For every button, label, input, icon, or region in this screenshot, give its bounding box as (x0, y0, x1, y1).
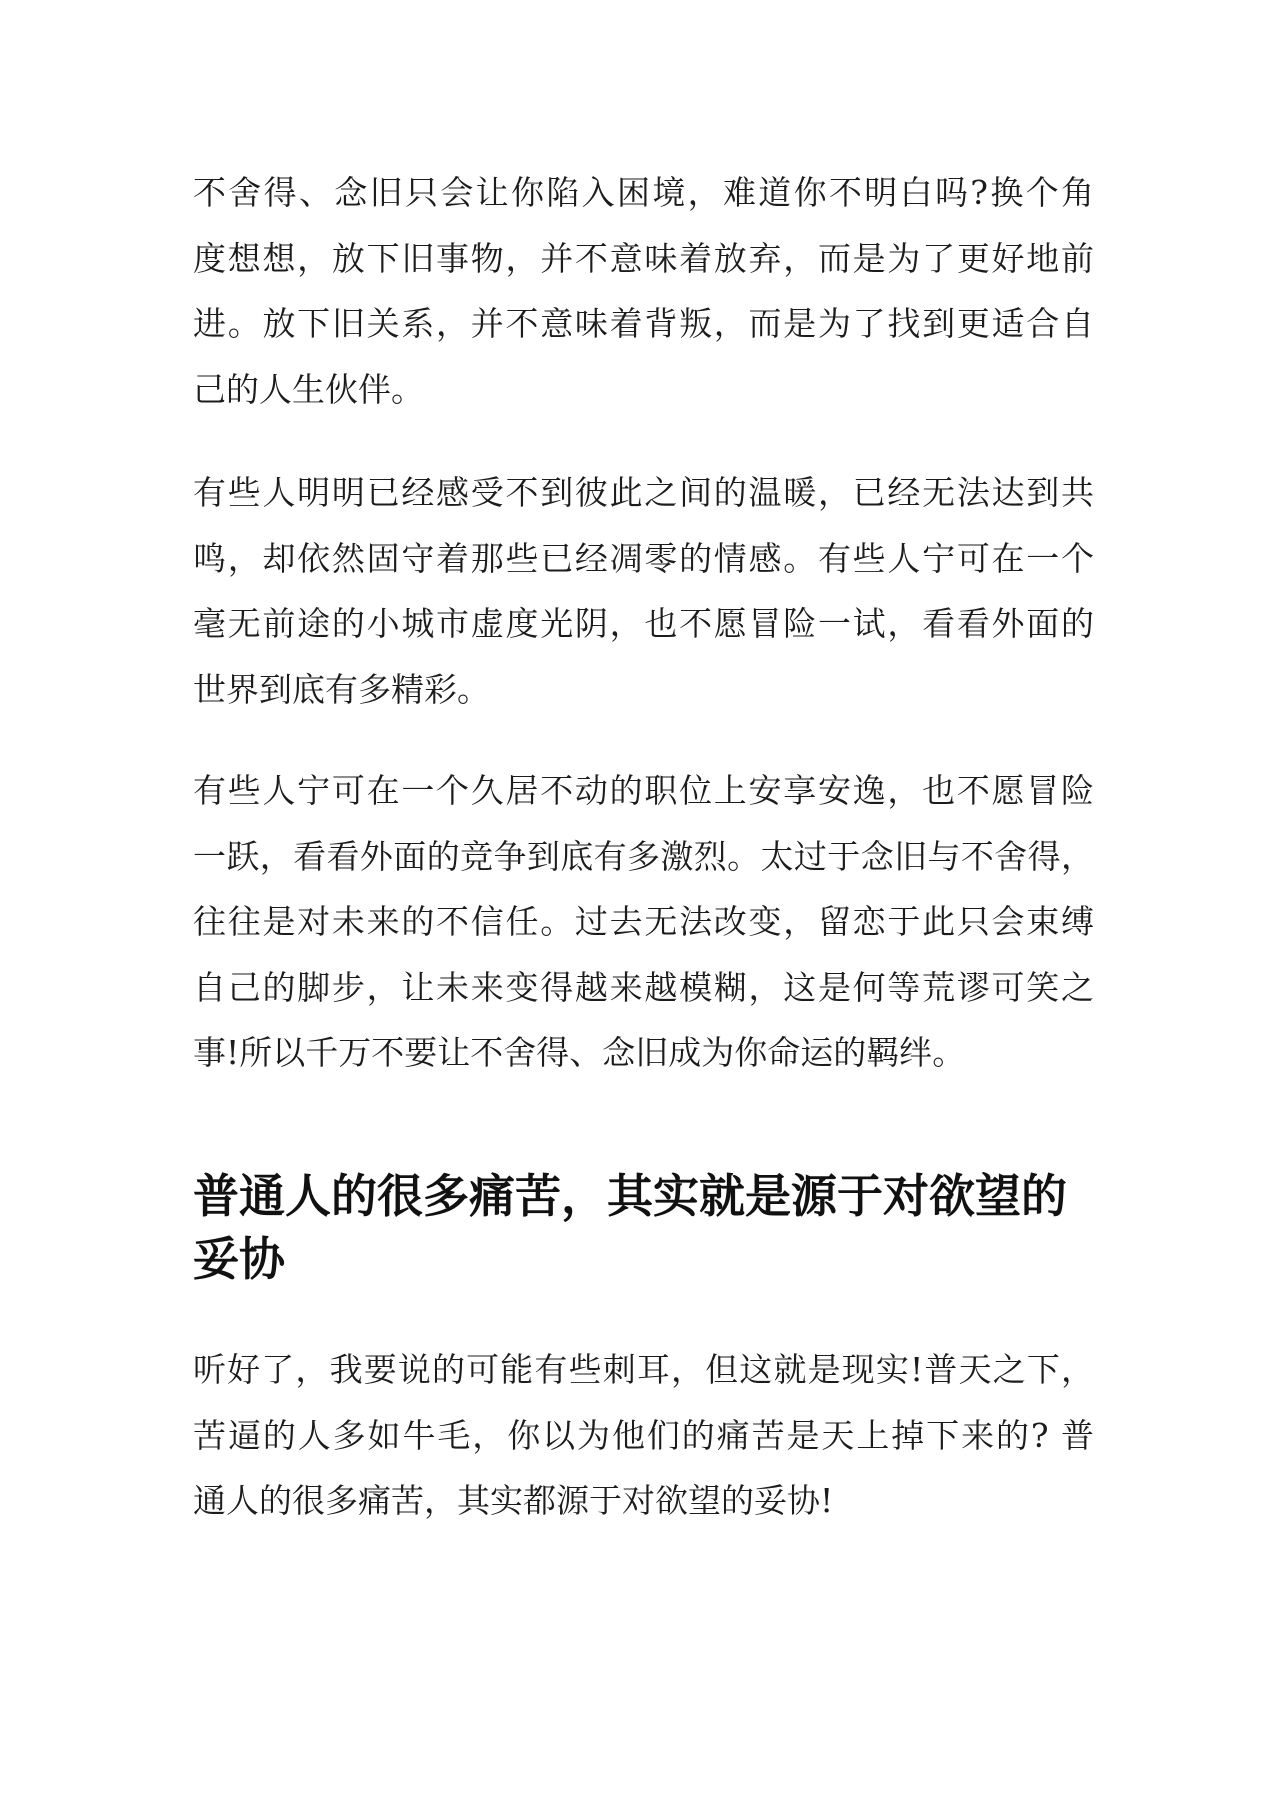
paragraph-line: 往往是对未来的不信任。过去无法改变，留恋于此只会束缚 (193, 902, 1094, 941)
paragraph-line: 一跃，看看外面的竞争到底有多激烈。太过于念旧与不舍得， (193, 836, 1094, 876)
body-paragraph (193, 160, 1094, 422)
body-paragraph (193, 758, 1094, 1086)
paragraph-line: 进。放下旧关系，并不意味着背叛，而是为了找到更适合自 (193, 304, 1094, 343)
paragraph-line: 度想想，放下旧事物，并不意味着放弃，而是为了更好地前 (193, 238, 1094, 278)
paragraph-line: 有些人明明已经感受不到彼此之间的温暖，已经无法达到共 (193, 473, 1094, 512)
paragraph-line: 苦逼的人多如牛毛，你以为他们的痛苦是天上掉下来的? 普 (193, 1415, 1094, 1455)
paragraph-line: 世界到底有多精彩。 (193, 669, 490, 709)
body-paragraph (193, 1337, 1094, 1534)
heading-line: 妥协 (193, 1232, 285, 1286)
paragraph-line: 听好了，我要说的可能有些刺耳，但这就是现实!普天之下， (193, 1350, 1094, 1389)
paragraph-line: 自己的脚步，让未来变得越来越模糊，这是何等荒谬可笑之 (193, 967, 1094, 1007)
paragraph-line: 通人的很多痛苦，其实都源于对欲望的妥协! (193, 1481, 834, 1520)
paragraph-line: 鸣，却依然固守着那些已经凋零的情感。有些人宁可在一个 (193, 538, 1094, 578)
body-paragraph (193, 460, 1094, 722)
paragraph-line: 有些人宁可在一个久居不动的职位上安享安逸，也不愿冒险 (193, 771, 1094, 810)
section-heading (193, 1165, 1094, 1291)
heading-line: 普通人的很多痛苦，其实就是源于对欲望的 (193, 1169, 1067, 1223)
paragraph-line: 毫无前途的小城市虚度光阴，也不愿冒险一试，看看外面的 (193, 604, 1094, 643)
paragraph-line: 事!所以千万不要让不舍得、念旧成为你命运的羁绊。 (193, 1033, 966, 1072)
paragraph-line: 不舍得、念旧只会让你陷入困境，难道你不明白吗?换个角 (193, 173, 1094, 212)
paragraph-line: 己的人生伙伴。 (193, 369, 424, 409)
